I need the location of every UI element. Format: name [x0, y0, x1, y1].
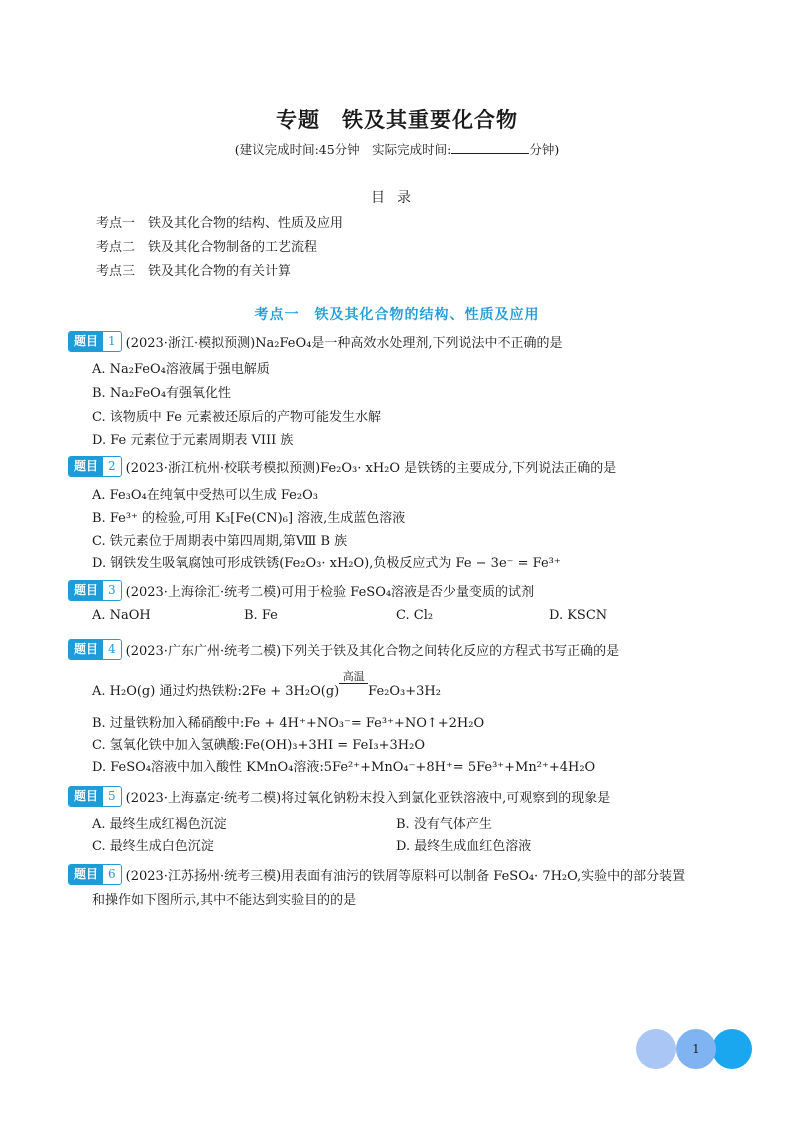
option[interactable]: A. 最终生成红褐色沉淀	[92, 817, 227, 832]
question-stem: (2023·上海徐汇·统考二模)可用于检验 FeSO₄溶液是否少量变质的试剂	[125, 585, 535, 600]
option[interactable]: D. FeSO₄溶液中加入酸性 KMnO₄溶液:5Fe²⁺+MnO₄⁻+8H⁺= 5Fe³⁺+Mn²⁺+4H₂O	[92, 760, 596, 775]
option[interactable]: C. 该物质中 Fe 元素被还原后的产物可能发生水解	[92, 410, 382, 425]
question-1	[68, 331, 563, 352]
question-badge	[68, 864, 122, 885]
question-2	[68, 456, 616, 477]
question-stem: (2023·上海嘉定·统考二模)将过氧化钠粉末投入到氯化亚铁溶液中,可观察到的现象是	[125, 791, 611, 806]
option[interactable]: B. Fe	[244, 608, 278, 623]
option-a-products: Fe₂O₃+3H₂	[368, 684, 441, 699]
badge-label: 题目	[69, 640, 103, 659]
question-stem: (2023·浙江·模拟预测)Na₂FeO₄是一种高效水处理剂,下列说法中不正确的是	[125, 336, 563, 351]
option-a-text: A. H₂O(g) 通过灼热铁粉:2Fe + 3H₂O(g)	[92, 684, 340, 699]
question-6	[68, 864, 685, 885]
question-stem: (2023·江苏扬州·统考三模)用表面有油污的铁屑等原料可以制备 FeSO₄· 7H₂O,实验中的部分装置	[125, 869, 686, 884]
option[interactable]: A. Fe₃O₄在纯氧中受热可以生成 Fe₂O₃	[92, 488, 318, 503]
question-badge	[68, 456, 122, 477]
option[interactable]: C. 最终生成白色沉淀	[92, 839, 214, 854]
page-number: 1	[692, 1042, 700, 1056]
option[interactable]: A. NaOH	[92, 608, 151, 623]
question-4	[68, 639, 619, 660]
badge-number: 6	[103, 865, 121, 884]
page-decoration-circle	[636, 1029, 676, 1069]
option[interactable]: B. 没有气体产生	[396, 817, 492, 832]
badge-number: 4	[103, 640, 121, 659]
option[interactable]: B. Fe³⁺ 的检验,可用 K₃[Fe(CN)₆] 溶液,生成蓝色溶液	[92, 511, 406, 526]
toc-heading: 目录	[371, 190, 423, 206]
badge-number: 5	[103, 787, 121, 806]
badge-label: 题目	[69, 865, 103, 884]
option[interactable]: B. Na₂FeO₄有强氧化性	[92, 386, 232, 401]
reaction-arrow	[339, 670, 368, 699]
question-3	[68, 580, 534, 601]
question-badge	[68, 786, 122, 807]
time-note-prefix: (建议完成时间:45分钟 实际完成时间:	[234, 142, 452, 157]
badge-label: 题目	[69, 457, 103, 476]
option[interactable]: D. KSCN	[549, 608, 608, 623]
page-title: 专题 铁及其重要化合物	[276, 107, 518, 132]
option[interactable]	[92, 670, 441, 699]
time-note-suffix: 分钟)	[529, 142, 560, 157]
page-decoration-circle	[712, 1029, 752, 1069]
question-stem-continued: 和操作如下图所示,其中不能达到实验目的的是	[92, 893, 357, 908]
toc-item[interactable]: 考点一 铁及其化合物的结构、性质及应用	[96, 216, 344, 231]
badge-label: 题目	[69, 581, 103, 600]
badge-number: 1	[103, 332, 121, 351]
badge-number: 2	[103, 457, 121, 476]
question-5	[68, 786, 610, 807]
option[interactable]: A. Na₂FeO₄溶液属于强电解质	[92, 362, 270, 377]
reaction-condition: 高温	[339, 671, 368, 684]
question-badge	[68, 580, 122, 601]
option[interactable]: B. 过量铁粉加入稀硝酸中:Fe + 4H⁺+NO₃⁻= Fe³⁺+NO↑+2H₂O	[92, 716, 485, 731]
time-blank[interactable]	[451, 141, 529, 154]
toc-item[interactable]: 考点二 铁及其化合物制备的工艺流程	[96, 240, 318, 255]
question-stem: (2023·广东广州·统考二模)下列关于铁及其化合物之间转化反应的方程式书写正确的是	[125, 644, 620, 659]
option[interactable]: C. 铁元素位于周期表中第四周期,第Ⅷ B 族	[92, 534, 348, 549]
badge-label: 题目	[69, 787, 103, 806]
option[interactable]: C. 氢氧化铁中加入氢碘酸:Fe(OH)₃+3HI = FeI₃+3H₂O	[92, 738, 425, 753]
section-heading: 考点一 铁及其化合物的结构、性质及应用	[254, 307, 540, 323]
option[interactable]: D. 最终生成血红色溶液	[396, 839, 532, 854]
badge-label: 题目	[69, 332, 103, 351]
option[interactable]: D. 钢铁发生吸氧腐蚀可形成铁锈(Fe₂O₃· xH₂O),负极反应式为 Fe − 3e⁻ = Fe³⁺	[92, 556, 561, 571]
question-badge	[68, 331, 122, 352]
question-badge	[68, 639, 122, 660]
option[interactable]: D. Fe 元素位于元素周期表 VIII 族	[92, 433, 294, 448]
option[interactable]: C. Cl₂	[396, 608, 434, 623]
time-note	[0, 140, 794, 158]
question-stem: (2023·浙江杭州·校联考模拟预测)Fe₂O₃· xH₂O 是铁锈的主要成分,下列说法正确的是	[125, 461, 617, 476]
toc-item[interactable]: 考点三 铁及其化合物的有关计算	[96, 264, 292, 279]
badge-number: 3	[103, 581, 121, 600]
